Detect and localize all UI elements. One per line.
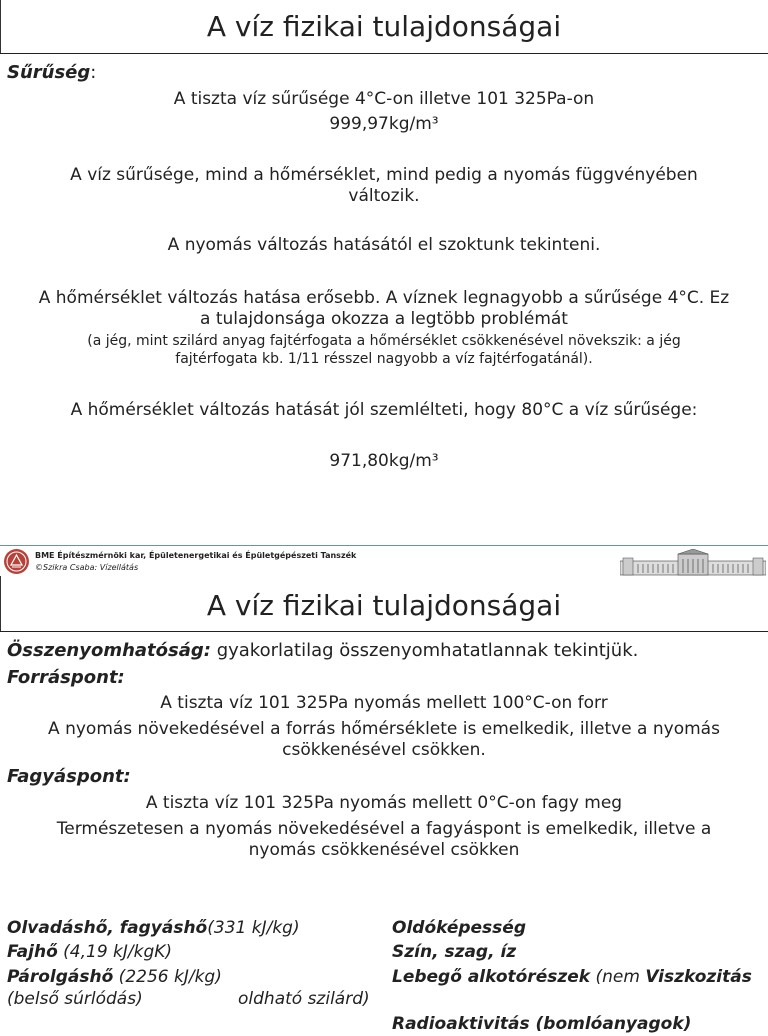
property-note: (belső súrlódás) (7, 989, 143, 1009)
property-item: Szín, szag, íz (392, 942, 517, 962)
ice-note-line: fajtérfogata kb. 1/11 résszel nagyobb a víz fajtérfogatánál). (175, 351, 593, 367)
density-dependency-line: A víz sűrűsége, mind a hőmérséklet, mind pedig a nyomás függvényében (70, 165, 698, 185)
property-item: Olvadáshő, fagyáshő(331 kJ/kg) (7, 918, 300, 938)
slide-border (0, 0, 1, 53)
ice-note-line: (a jég, mint szilárd anyag fajtérfogata a hőmérséklet csökkenésével növekszik: a jég (87, 333, 681, 349)
compressibility-line: Összenyomhatóság: gyakorlatilag összenyomhatatlannak tekintjük. (7, 640, 639, 661)
freezing-line: Természetesen a nyomás növekedésével a fagyáspont is emelkedik, illetve a (56, 819, 712, 839)
slide-border (0, 576, 1, 631)
property-item: Lebegő alkotórészek (nem Viszkozitás (392, 967, 752, 987)
property-item: Fajhő (4,19 kJ/kgK) (7, 942, 173, 962)
footer-institution: BME Építészmérnöki kar, Épületenergetikai és Épületgépészeti Tanszék (35, 551, 357, 560)
density-value-4c: 999,97kg/m³ (329, 114, 439, 134)
boiling-line: A tiszta víz 101 325Pa nyomás mellett 100°C-on forr (160, 693, 608, 713)
freezing-line: A tiszta víz 101 325Pa nyomás mellett 0°C-on fagy meg (145, 793, 623, 813)
property-item-partial: Radioaktivitás (bomlóanyagok) (392, 1014, 692, 1034)
university-building-icon (620, 549, 766, 576)
freezing-line: nyomás csökkenésével csökken (248, 840, 520, 860)
title-divider (0, 53, 768, 54)
density-heading: Sűrűség: (7, 62, 97, 83)
boiling-heading: Forráspont: (7, 667, 125, 688)
temperature-effect-line: A hőmérséklet változás hatása erősebb. A víznek legnagyobb a sűrűsége 4°C. Ez (38, 288, 730, 308)
temperature-effect-line: a tulajdonsága okozza a legtöbb problémát (200, 309, 568, 329)
property-note: oldható szilárd) (238, 989, 370, 1009)
property-item: Párolgáshő (2256 kJ/kg) (7, 967, 222, 987)
boiling-line: A nyomás növekedésével a forrás hőmérséklete is emelkedik, illetve a nyomás (48, 719, 720, 739)
boiling-line: csökkenésével csökken. (282, 740, 486, 760)
temperature-example-line: A hőmérséklet változás hatását jól szemlélteti, hogy 80°C a víz sűrűsége: (70, 400, 698, 420)
slide-properties (0, 576, 768, 1034)
footer-author: ©Szikra Csaba: Vízellátás (35, 563, 139, 572)
density-line: A tiszta víz sűrűsége 4°C-on illetve 101 325Pa-on (173, 89, 595, 109)
slide-title: A víz fizikai tulajdonságai (206, 589, 562, 622)
university-seal-icon (3, 548, 30, 575)
slide-footer (0, 545, 768, 577)
freezing-heading: Fagyáspont: (7, 766, 131, 787)
density-value-80c: 971,80kg/m³ (329, 451, 439, 471)
density-dependency-line: változik. (348, 186, 420, 206)
pressure-effect-line: A nyomás változás hatásától el szoktunk tekinteni. (167, 235, 601, 255)
property-item: Oldóképesség (392, 918, 526, 938)
title-divider (0, 631, 768, 632)
slide-title: A víz fizikai tulajdonságai (206, 10, 562, 43)
